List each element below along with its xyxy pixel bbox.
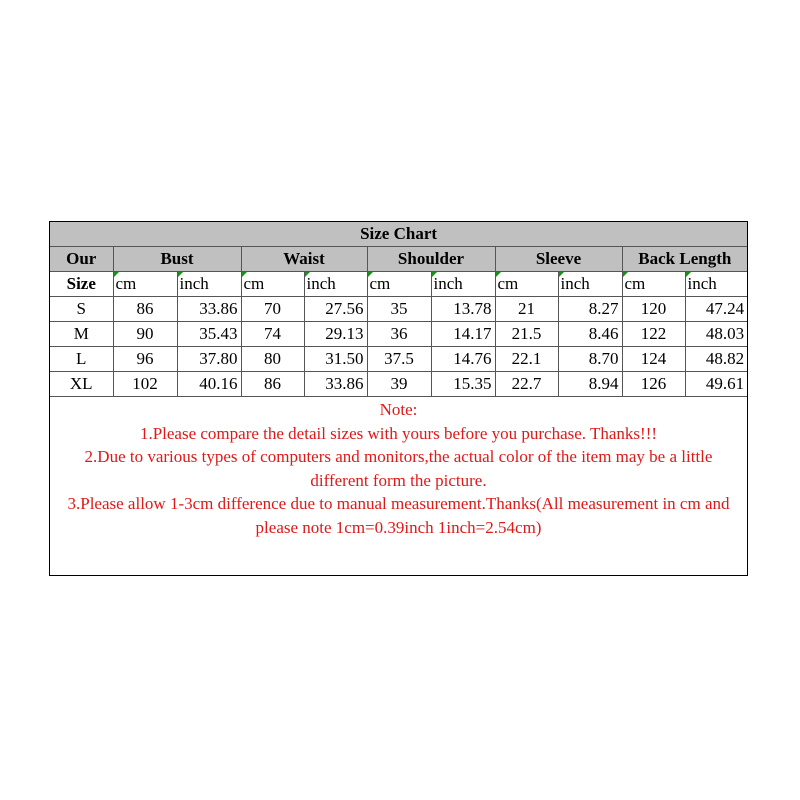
table-cell: 29.13 xyxy=(304,322,367,347)
table-cell: 37.80 xyxy=(177,347,241,372)
unit-inch: inch xyxy=(685,272,747,297)
table-cell: 14.76 xyxy=(431,347,495,372)
table-cell: 31.50 xyxy=(304,347,367,372)
unit-cm: cm xyxy=(113,272,177,297)
table-cell: 86 xyxy=(241,372,304,397)
unit-cm: cm xyxy=(622,272,685,297)
size-label: L xyxy=(50,347,113,372)
size-chart-panel xyxy=(49,221,748,576)
size-label: XL xyxy=(50,372,113,397)
unit-cm: cm xyxy=(241,272,304,297)
notes-section xyxy=(50,398,747,539)
table-cell: 74 xyxy=(241,322,304,347)
table-cell: 37.5 xyxy=(367,347,431,372)
table-cell: 86 xyxy=(113,297,177,322)
table-cell: 22.1 xyxy=(495,347,558,372)
size-label: S xyxy=(50,297,113,322)
size-chart-table xyxy=(50,222,747,397)
table-cell: 8.94 xyxy=(558,372,622,397)
table-cell: 48.03 xyxy=(685,322,747,347)
table-cell: 15.35 xyxy=(431,372,495,397)
table-cell: 126 xyxy=(622,372,685,397)
table-cell: 35 xyxy=(367,297,431,322)
table-cell: 33.86 xyxy=(304,372,367,397)
table-cell: 90 xyxy=(113,322,177,347)
table-cell: 21 xyxy=(495,297,558,322)
unit-inch: inch xyxy=(558,272,622,297)
table-cell: 120 xyxy=(622,297,685,322)
table-cell: 47.24 xyxy=(685,297,747,322)
table-cell: 80 xyxy=(241,347,304,372)
table-cell: 124 xyxy=(622,347,685,372)
table-cell: 122 xyxy=(622,322,685,347)
table-row xyxy=(50,347,747,372)
table-cell: 70 xyxy=(241,297,304,322)
table-cell: 35.43 xyxy=(177,322,241,347)
size-label: M xyxy=(50,322,113,347)
unit-inch: inch xyxy=(431,272,495,297)
table-row xyxy=(50,322,747,347)
note-line: 1.Please compare the detail sizes with yours before you purchase. Thanks!!! xyxy=(139,423,658,443)
table-cell: 14.17 xyxy=(431,322,495,347)
bust-header: Bust xyxy=(113,247,241,272)
unit-inch: inch xyxy=(177,272,241,297)
shoulder-header: Shoulder xyxy=(367,247,495,272)
table-cell: 49.61 xyxy=(685,372,747,397)
table-cell: 21.5 xyxy=(495,322,558,347)
table-cell: 36 xyxy=(367,322,431,347)
table-row xyxy=(50,372,747,397)
notes-heading: Note: xyxy=(379,400,418,419)
table-cell: 13.78 xyxy=(431,297,495,322)
table-cell: 39 xyxy=(367,372,431,397)
table-cell: 27.56 xyxy=(304,297,367,322)
unit-cm: cm xyxy=(367,272,431,297)
table-cell: 22.7 xyxy=(495,372,558,397)
sleeve-header: Sleeve xyxy=(495,247,622,272)
note-line: 2.Due to various types of computers and monitors,the actual color of the item may be a little different form the picture. xyxy=(84,447,713,490)
table-cell: 96 xyxy=(113,347,177,372)
table-title: Size Chart xyxy=(50,222,747,247)
size-header: Our xyxy=(50,247,113,272)
table-cell: 48.82 xyxy=(685,347,747,372)
table-row xyxy=(50,297,747,322)
table-cell: 8.70 xyxy=(558,347,622,372)
unit-inch: inch xyxy=(304,272,367,297)
table-cell: 8.46 xyxy=(558,322,622,347)
unit-cm: cm xyxy=(495,272,558,297)
note-line: 3.Please allow 1-3cm difference due to manual measurement.Thanks(All measurement in cm and please note 1cm=0.39inch 1inch=2.54cm) xyxy=(67,494,730,537)
table-cell: 8.27 xyxy=(558,297,622,322)
table-cell: 33.86 xyxy=(177,297,241,322)
table-cell: 102 xyxy=(113,372,177,397)
back-length-header: Back Length xyxy=(622,247,747,272)
table-cell: 40.16 xyxy=(177,372,241,397)
waist-header: Waist xyxy=(241,247,367,272)
size-header-line2: Size xyxy=(50,272,113,297)
